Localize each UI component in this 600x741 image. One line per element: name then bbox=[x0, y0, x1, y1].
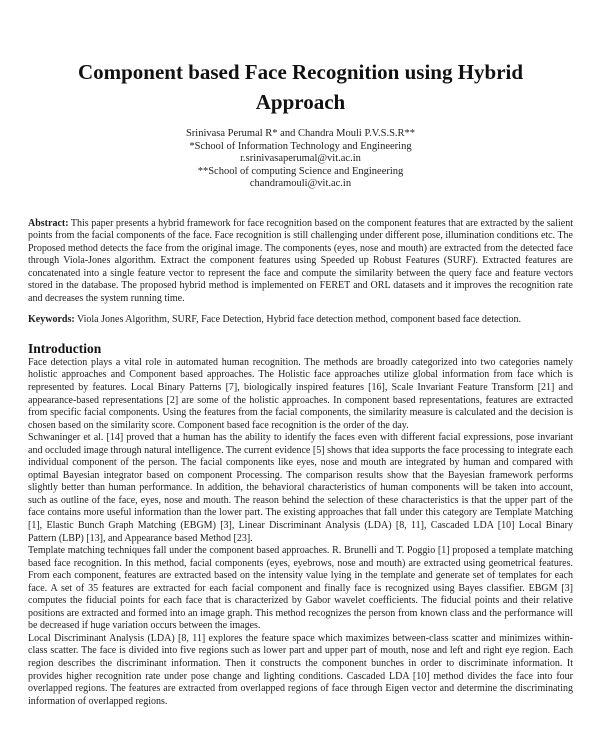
author-email-2: chandramouli@vit.ac.in bbox=[249, 178, 352, 189]
introduction-paragraph-4: Local Discriminant Analysis (LDA) [8, 11] explores the feature space which maximizes between-class scatter and minimizes within-class scatter. The face is divided into five regions such as lower part and upper part of mouth, nose and left and right eye region. Each region describes the discriminant information. Then it constructs the component bunches in order to discriminate information. It provides higher recognition rate under pose change and lighting conditions. Cascaded LDA [10] method divides the face into four overlapped regions. The features are extracted from overlapped regions of face through Eigen vector and determine the discriminating information of overlapped regions. bbox=[28, 632, 573, 707]
author-email-1: r.srinivasaperumal@vit.ac.in bbox=[240, 153, 361, 164]
author-names: Srinivasa Perumal R* and Chandra Mouli P.V.S.S.R** bbox=[185, 128, 416, 139]
keywords-label: Keywords: bbox=[28, 314, 75, 326]
introduction-paragraph-2: Schwaninger et al. [14] proved that a human has the ability to identify the faces even with different facial expressions, pose invariant and occluded image through natural intelligence. The current evidence [5] shows that idea supports the face processing to integrate each individual component of the person. The facial components like eyes, nose and mouth are integrated by human and compared with optimal Bayesian integrator based on component Processing. The comparison results show that the Bayesian framework performs slightly better than human performance. In addition, the behavioral characteristics of human components will be taken into account, such as outline of the face, eyes, nose and mouth. The reason behind the selection of these characteristics is that the upper part of the face contains more useful information than the lower part. The existing approaches that fall under this category are Template Matching [1], Elastic Bunch Graph Matching (EBGM) [3], Linear Discriminant Analysis (LDA) [8, 11], Cascaded LDA [10] Local Binary Pattern (LBP) [13], and Appearance based Method [23]. bbox=[28, 432, 573, 544]
keywords-line bbox=[28, 314, 573, 327]
paper-title-line-1: Component based Face Recognition using Hybrid bbox=[77, 60, 524, 84]
introduction-heading: Introduction bbox=[28, 340, 102, 356]
abstract-paragraph bbox=[28, 218, 573, 306]
affiliation-2: **School of computing Science and Engineering bbox=[197, 165, 404, 177]
affiliation-1: *School of Information Technology and Engineering bbox=[189, 140, 412, 152]
paper-title-line-2: Approach bbox=[255, 90, 346, 114]
keywords-text: Viola Jones Algorithm, SURF, Face Detection, Hybrid face detection method, component based face detection. bbox=[77, 314, 522, 326]
introduction-paragraph-3: Template matching techniques fall under the component based approaches. R. Brunelli and T. Poggio [1] proposed a template matching based face recognition. In this method, facial components (eyes, eyebrows, nose and mouth) are extracted using geometrical features. From each component, features are extracted based on the intensity value lying in the template and generate set of templates for each face. A set of 35 features are extracted for each facial component and finally face is recognized using Bayes classifier. EBGM [3] computes the fiducial points for each face that is characterized by Gabor wavelet coefficients. The fiducial points and their relative positions are extracted and formed into an image graph. This method recognizes the person from known class and the performance will be decreased if huge variation occurs between the images. bbox=[28, 545, 573, 632]
introduction-paragraph-1: Face detection plays a vital role in automated human recognition. The methods are broadly categorized into two categories namely holistic approaches and Component based approaches. The Holistic face approaches utilize global information from face which is represented by features. Local Binary Patterns [7], biologically inspired features [16], Scale Invariant Feature Transform [21] and appearance-based representations [2] are some of the holistic approaches. In component based representations, features are extracted from specific facial components. Using the features from the facial components, the similarity measure is calculated and the decision is chosen based on the similarity score. Component based face recognition is the order of the day. bbox=[28, 356, 573, 431]
introduction-section bbox=[28, 341, 573, 708]
paper-title bbox=[28, 57, 573, 117]
author-block bbox=[28, 128, 573, 191]
abstract-label: Abstract: bbox=[28, 217, 69, 229]
abstract-text: This paper presents a hybrid framework for face recognition based on the component features that are extracted by the salient points from the facial components of the face. Face recognition is still challenging under different pose, illumination conditions etc. The Proposed method detects the face from the original image. The components (eyes, nose and mouth) are extracted from the detected face through Viola-Jones algorithm. Extract the component features using Speeded up Robust Features (SURF). Extracted features are concatenated into a single feature vector to represent the face and compute the similarity between the query face and feature vectors stored in the database. The proposed hybrid method is implemented on FERET and ORL datasets and it improves the recognition rate and decreases the system running time. bbox=[28, 217, 573, 304]
